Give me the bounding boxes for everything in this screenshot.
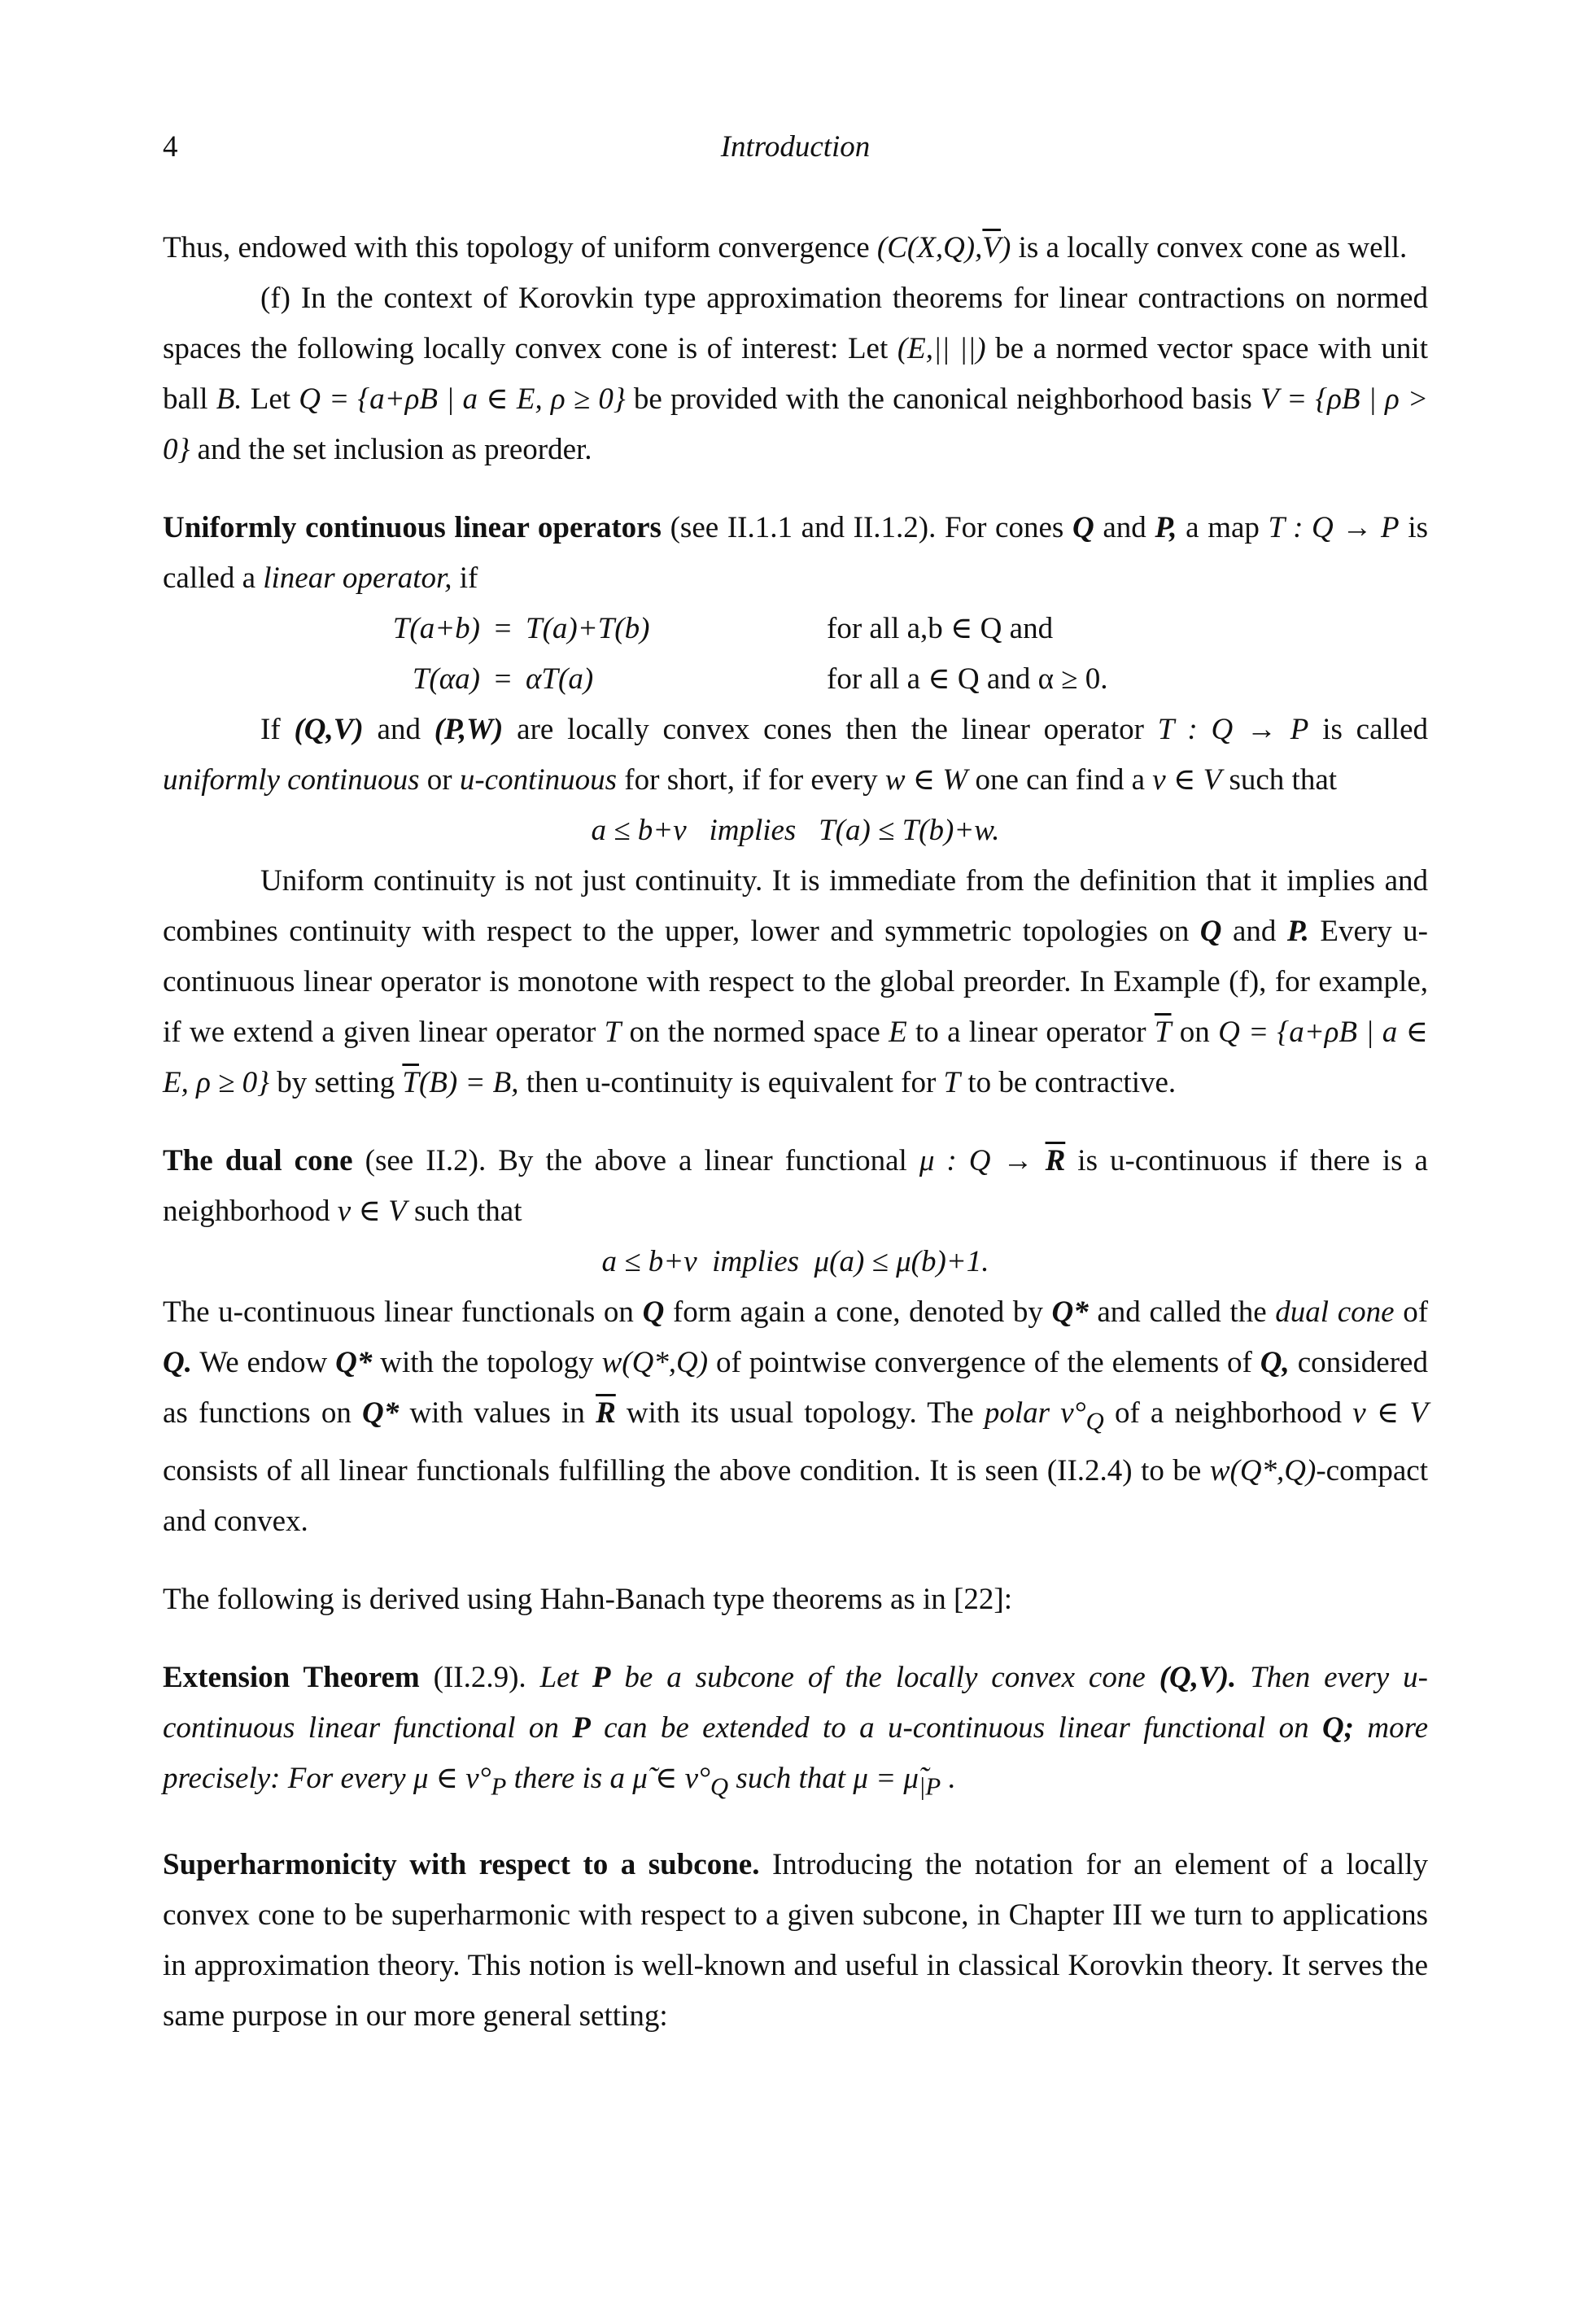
equation-sign: = bbox=[494, 612, 512, 645]
math: $\overline{R}$ bbox=[1045, 1144, 1066, 1177]
math: μ ∈ v° bbox=[413, 1762, 491, 1796]
math: μ = μ̃ bbox=[853, 1762, 919, 1796]
math: Q bbox=[1199, 915, 1222, 948]
math: Q = {a+ρB | a ∈ E, ρ ≥ 0} bbox=[299, 382, 626, 416]
math: T bbox=[604, 1016, 622, 1049]
running-head: Introduction bbox=[720, 130, 871, 164]
math: P, bbox=[1155, 511, 1177, 544]
math: $\overline{R}$ bbox=[596, 1396, 616, 1430]
text: and bbox=[1221, 915, 1287, 948]
text: then u-continuity is equivalent for bbox=[518, 1066, 944, 1099]
math: $\overline{T}$ bbox=[402, 1066, 419, 1099]
section-superharmonicity bbox=[163, 1840, 1428, 2042]
text: Uniform continuity is not just continuity. It is immediate from the definition that it implies and combines continuity with respect to the upper, lower and symmetric topologies on bbox=[163, 864, 1428, 948]
math: (C(X,Q), bbox=[876, 231, 983, 264]
text: to be contractive. bbox=[960, 1066, 1177, 1099]
text: such that bbox=[728, 1762, 854, 1796]
text: Then every u-continuous linear functional on bbox=[163, 1661, 1428, 1745]
paragraph-uniform-continuity bbox=[163, 856, 1428, 1108]
equation-sign: = bbox=[494, 662, 512, 696]
math: (Q,V) bbox=[294, 713, 364, 746]
text: can be extended to a u-continuous linear functional on bbox=[590, 1711, 1322, 1745]
text: -compact and convex. bbox=[163, 1454, 1428, 1539]
math: v° bbox=[1060, 1396, 1086, 1430]
page bbox=[163, 122, 1428, 2042]
text: if bbox=[452, 561, 478, 595]
definition-term: polar bbox=[984, 1396, 1050, 1430]
equation-row bbox=[334, 654, 1428, 705]
math: Q. bbox=[163, 1346, 192, 1379]
paragraph-example-f bbox=[163, 273, 1428, 475]
math: Q, bbox=[1260, 1346, 1290, 1379]
math: T : Q → P bbox=[1268, 511, 1400, 544]
text: We endow bbox=[191, 1346, 336, 1379]
text: such that bbox=[406, 1195, 522, 1228]
text: (see II.1.1 and II.1.2). For cones bbox=[661, 511, 1072, 544]
text: and bbox=[363, 713, 435, 746]
math: Q bbox=[1072, 511, 1094, 544]
text: and the set inclusion as preorder. bbox=[190, 433, 592, 466]
text: . bbox=[941, 1762, 956, 1796]
text: consists of all linear functionals fulfilling the above condition. It is seen (II.2.4) to be bbox=[163, 1454, 1210, 1488]
text: are locally convex cones then the linear operator bbox=[503, 713, 1158, 746]
text: considered as functions on bbox=[163, 1346, 1428, 1430]
text: If bbox=[260, 713, 295, 746]
math: P. bbox=[1286, 915, 1309, 948]
text: there is a bbox=[506, 1762, 633, 1796]
math: Q* bbox=[1051, 1295, 1089, 1329]
text: (see II.2). By the above a linear functional bbox=[352, 1144, 919, 1177]
text: is called a bbox=[163, 511, 1428, 595]
text: Let bbox=[242, 382, 299, 416]
math: v ∈ V bbox=[1352, 1396, 1428, 1430]
math: w ∈ W bbox=[884, 763, 968, 797]
equation-condition: for all a ∈ Q and α ≥ 0. bbox=[827, 662, 1108, 696]
paragraph-topology bbox=[163, 223, 1428, 273]
math: Q* bbox=[362, 1396, 400, 1430]
section-title: Uniformly continuous linear operators bbox=[163, 511, 662, 544]
math: v ∈ V bbox=[1152, 763, 1222, 797]
text: one can find a bbox=[967, 763, 1153, 797]
math: P bbox=[572, 1711, 591, 1745]
equation-condition: for all a,b ∈ Q and bbox=[827, 612, 1054, 645]
math: Q; bbox=[1321, 1711, 1354, 1745]
definition-term: uniformly continuous bbox=[163, 763, 420, 797]
math: T bbox=[943, 1066, 961, 1099]
math: v ∈ V bbox=[337, 1195, 407, 1228]
text: with values in bbox=[399, 1396, 596, 1430]
text: form again a cone, denoted by bbox=[664, 1295, 1052, 1329]
text: Every u-continuous linear operator is monotone with respect to the global preorder. In Example (f), for example, if we extend a given linear operator bbox=[163, 915, 1428, 1049]
display-equation: a ≤ b+v implies μ(a) ≤ μ(b)+1. bbox=[601, 1245, 989, 1278]
text: of bbox=[1394, 1295, 1429, 1329]
equation-rhs: T(a)+T(b) bbox=[526, 612, 650, 645]
text: of a neighborhood bbox=[1103, 1396, 1353, 1430]
section-title: Superharmonicity with respect to a subcone. bbox=[163, 1847, 760, 1881]
text: and called the bbox=[1088, 1295, 1276, 1329]
paragraph-dual-cone-def bbox=[163, 1287, 1428, 1547]
math: $\overline{V}$ bbox=[982, 231, 1001, 264]
math: Q = {a+ρB | a ∈ E, ρ ≥ 0} bbox=[163, 1016, 1428, 1099]
math: V = {ρB | ρ > 0} bbox=[163, 382, 1428, 466]
math: (E,|| ||) bbox=[897, 332, 986, 365]
equation-table bbox=[334, 604, 1428, 705]
text: such that bbox=[1221, 763, 1338, 797]
math: Q* bbox=[335, 1346, 373, 1379]
math: w(Q*,Q) bbox=[1209, 1454, 1317, 1488]
theorem-title: Extension Theorem bbox=[163, 1661, 420, 1695]
math: (B) = B, bbox=[418, 1066, 519, 1099]
text: Let bbox=[539, 1661, 592, 1695]
text: Thus, endowed with this topology of uniform convergence bbox=[163, 231, 877, 264]
equation-lhs: T(αa) bbox=[412, 662, 480, 696]
math: B. bbox=[216, 382, 242, 416]
equation-row bbox=[334, 604, 1428, 654]
math-subscript: Q bbox=[710, 1772, 729, 1801]
math: (P,W) bbox=[434, 713, 504, 746]
math: T : Q → P bbox=[1157, 713, 1309, 746]
text: of pointwise convergence of the elements of bbox=[708, 1346, 1260, 1379]
text: on bbox=[1171, 1016, 1219, 1049]
text: be a subcone of the locally convex cone bbox=[610, 1661, 1159, 1695]
theorem-ref: (II.2.9). bbox=[419, 1661, 540, 1695]
text: The u-continuous linear functionals on bbox=[163, 1295, 643, 1329]
text: to a linear operator bbox=[906, 1016, 1155, 1049]
text: (f) In the context of Korovkin type approximation theorems for linear contractions on normed spaces the following locally convex cone is of interest: Let bbox=[163, 282, 1428, 365]
math-subscript: P bbox=[491, 1772, 507, 1801]
text: on the normed space bbox=[621, 1016, 889, 1049]
extension-theorem bbox=[163, 1653, 1428, 1811]
page-header bbox=[163, 122, 1428, 171]
text: by setting bbox=[269, 1066, 403, 1099]
math: E bbox=[889, 1016, 907, 1049]
text: a map bbox=[1177, 511, 1269, 544]
text: be provided with the canonical neighborhood basis bbox=[625, 382, 1261, 416]
math: (Q,V). bbox=[1159, 1661, 1237, 1695]
math: ) bbox=[1000, 231, 1011, 264]
text: for short, if for every bbox=[617, 763, 885, 797]
text: with its usual topology. The bbox=[615, 1396, 985, 1430]
display-equation: a ≤ b+v implies T(a) ≤ T(b)+w. bbox=[591, 814, 1000, 847]
paragraph-hahn-banach: The following is derived using Hahn-Banach type theorems as in [22]: bbox=[163, 1583, 1012, 1617]
math: $\overline{T}$ bbox=[1154, 1016, 1172, 1049]
definition-term: dual cone bbox=[1275, 1295, 1395, 1329]
text: Introducing the notation for an element of a locally convex cone to be superharmonic with respect to a given subcone, in Chapter III we turn to applications in approximation theory. This notion is well-known and useful in classical Korovkin theory. It serves the same purpose in our more general setting: bbox=[163, 1847, 1429, 2033]
math: Q bbox=[642, 1295, 665, 1329]
math: w(Q*,Q) bbox=[601, 1346, 709, 1379]
section-title: The dual cone bbox=[163, 1144, 353, 1177]
text: with the topology bbox=[372, 1346, 602, 1379]
text: or bbox=[419, 763, 460, 797]
text: and bbox=[1094, 511, 1155, 544]
math-subscript: Q bbox=[1085, 1407, 1104, 1435]
math: μ : Q → bbox=[919, 1144, 1046, 1177]
text: is u-continuous if there is a neighborhood bbox=[163, 1144, 1428, 1228]
definition-term: u-continuous bbox=[459, 763, 618, 797]
math: μ̃ ∈ v° bbox=[632, 1762, 710, 1796]
text: more precisely: For every bbox=[163, 1711, 1429, 1796]
math-subscript: |P bbox=[918, 1772, 941, 1801]
equation-rhs: αT(a) bbox=[526, 662, 594, 696]
page-number: 4 bbox=[163, 130, 178, 164]
text: is a locally convex cone as well. bbox=[1011, 231, 1408, 264]
equation-lhs: T(a+b) bbox=[392, 612, 480, 645]
section-dual-cone bbox=[163, 1136, 1428, 1237]
text: be a normed vector space with unit ball bbox=[163, 332, 1428, 416]
paragraph-uniform-def bbox=[163, 705, 1428, 806]
section-uniformly-continuous bbox=[163, 503, 1428, 604]
definition-term: linear operator, bbox=[263, 561, 452, 595]
math: P bbox=[592, 1661, 611, 1695]
text: is called bbox=[1308, 713, 1428, 746]
